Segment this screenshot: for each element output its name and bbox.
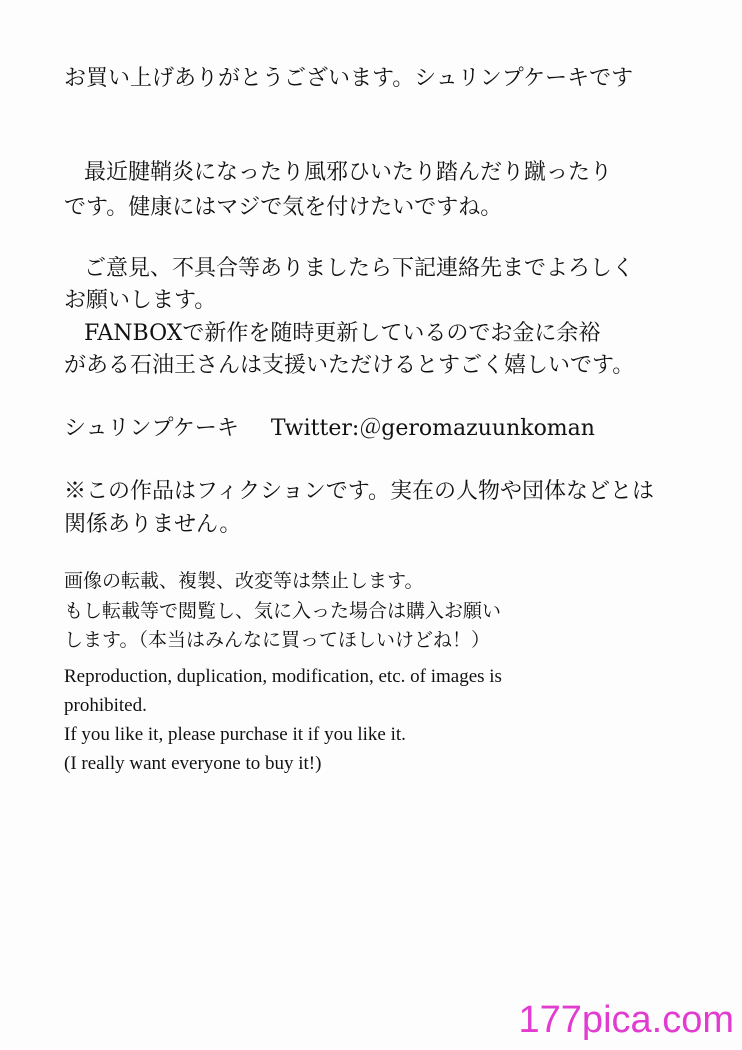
site-watermark: 177pica.com: [518, 999, 734, 1041]
notice-en-line-2: prohibited.: [64, 695, 147, 716]
health-line-1: 最近腱鞘炎になったり風邪ひいたり踏んだり蹴ったり: [84, 160, 613, 185]
greeting-line: お買い上げありがとうございます。シュリンプケーキです: [64, 66, 634, 91]
notice-en-line-4: (I really want everyone to buy it!): [64, 753, 322, 774]
notice-en-line-3: If you like it, please purchase it if you like it.: [64, 724, 406, 745]
health-line-2: です。健康にはマジで気を付けたいですね。: [64, 195, 503, 220]
contact-line-3: FANBOXで新作を随時更新しているのでお金に余裕: [84, 321, 601, 346]
fiction-line-1: ※この作品はフィクションです。実在の人物や団体などとは: [64, 479, 655, 504]
notice-en-line-1: Reproduction, duplication, modification, etc. of images is: [64, 666, 502, 687]
fiction-line-2: 関係ありません。: [64, 512, 242, 537]
author-name: シュリンプケーキ: [64, 416, 239, 441]
notice-jp-line-2: もし転載等で閲覧し、気に入った場合は購入お願い: [64, 600, 502, 622]
contact-line-2: お願いします。: [64, 288, 217, 313]
notice-jp-line-3: します。（本当はみんなに買ってほしいけどね！）: [64, 629, 490, 651]
author-line: [64, 418, 595, 440]
contact-line-4: がある石油王さんは支援いただけるとすごく嬉しいです。: [64, 353, 635, 378]
contact-line-1: ご意見、不具合等ありましたら下記連絡先までよろしく: [84, 256, 635, 281]
author-twitter: Twitter:＠geromazuunkoman: [270, 416, 595, 441]
notice-jp-line-1: 画像の転載、複製、改変等は禁止します。: [64, 570, 424, 592]
